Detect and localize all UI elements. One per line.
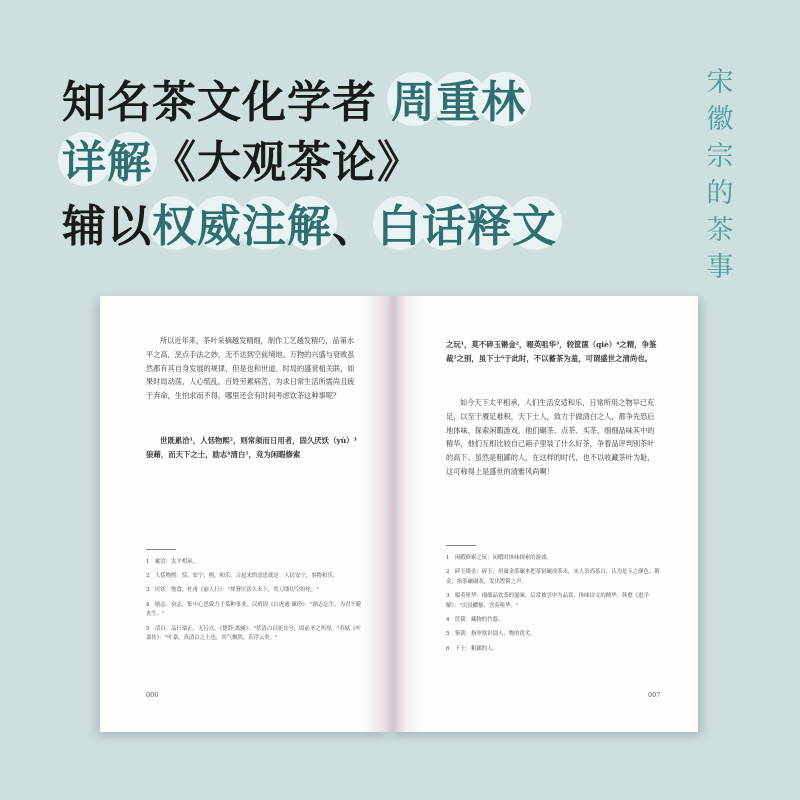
- footnote-rule: [446, 545, 476, 546]
- open-book: [100, 296, 698, 732]
- left-footnotes: [146, 558, 364, 649]
- headline-line-1: [62, 66, 526, 130]
- footnote: 2 碎玉锵金：碎玉，用寓金茶碾来把茶饼碾成茶末，宋人崇尚茶白，认为是玉之颜色；锵金，指茶碾碾茶，发出铿锵之声。: [446, 569, 660, 585]
- right-paragraph-1-classical: 之玩¹，莫不碎玉锵金²，啜英咀华³，较筐箧（qiè）⁴之精，争鉴裁⁵之别，虽下士⁶于此时，不以蓄茶为羞，可谓盛世之清尚也。: [446, 340, 657, 363]
- footnote: 1 闲暇修索之玩：闲暇时体味探索的游戏。: [446, 555, 552, 561]
- footnote: 4 筐箧：藏物的竹器。: [446, 617, 504, 624]
- book-spine-shadow: [362, 296, 424, 732]
- author-name: 周重林: [391, 66, 526, 130]
- highlight-vernacular: 白话释文: [377, 190, 557, 254]
- page-number-left: 006: [146, 691, 159, 699]
- right-footnotes: [446, 554, 660, 659]
- separator: 、: [332, 201, 377, 252]
- vertical-series-title: 宋 徽 宗 的 茶 事: [706, 67, 734, 283]
- footnote: 6 下士：粗鄙的人。: [446, 645, 498, 652]
- left-paragraph-1: 所以近年来，茶叶采摘越发精细，制作工艺越发精巧，品第水平之高，烹点手法之妙，无不达到空前境地。万物的兴盛与衰败虽然都有其自身发展的规律，但是也和世道、时局的盛衰相关联，如果时局动荡，人心慌乱，百姓劳累病苦，为求日常生活所需尚且疲于奔命，生怕求而不得，哪里还会有时间考虑饮茶这种事呢？: [146, 336, 355, 401]
- headline-line-3: [62, 190, 557, 254]
- footnote: 4 励志：奋志，集中心思致力于某种事业。汉班固《白虎通·谏诤》："励志忘生，为君不避丧生。": [146, 601, 362, 618]
- footnote: 3 厌饫：饱食。杜甫《丽人行》："犀箸厌饫久未下，鸾刀缕切空纷纶。": [146, 587, 319, 594]
- headline-prefix: 辅以: [62, 201, 152, 252]
- highlight-annotation: 权威注解: [152, 190, 332, 254]
- footnote: 3 啜英咀华：细细品饮茶的滋味，后常被引申为品赏、体味诗文的精华。韩愈《进学解》："沉浸醲郁，含英咀华。": [446, 593, 649, 609]
- footnote: 5 清白：品行端正，无污点。《楚辞·离骚》："伏清白以死直兮，固前圣之所厚。"苏轼《叶嘉传》："叶嘉，真清白之士也，其气飘然，若浮云矣。": [146, 625, 361, 642]
- footnote-rule: [146, 549, 176, 550]
- right-page: [390, 296, 698, 732]
- footnote: 2 人恬物熙：恬，安宁；熙，和乐。合起来的意思就是：人民安宁，事物和乐。: [146, 573, 339, 580]
- right-paragraph-2: 如今天下太平相承，人们生活安适和乐，日常所用之物早已充足，以至于餍足难积，天下士人，致力于做清白之人，都争先恐后地体味、探索闲暇游戏，他们碾茶、点茶、买茶，细细品味其中的精华，他们互相比较自己箱子里装了什么好茶，争着品评判别茶叶的高下。虽然是粗鄙的人，在这样的时代，也不以收藏茶叶为耻，这可称得上是盛世的清雅风尚啊！: [446, 398, 655, 476]
- book-title: 《大观茶论》: [152, 137, 422, 188]
- footnote: 1 累洽：太平相承。: [146, 559, 198, 565]
- left-paragraph-2-classical: 世既累洽¹，人恬物熙²，则常须而日用者，固久厌饫（yù）³狼藉，而天下之士，励志⁴清白⁵，竞为闲暇修索: [146, 436, 357, 459]
- page-number-right: 007: [648, 691, 661, 699]
- headline-line-2: [62, 126, 422, 190]
- footnote: 5 鉴裁：指审察识别人、物的优劣。: [446, 631, 536, 638]
- left-page: [100, 296, 390, 732]
- headline-text: 知名茶文化学者: [62, 77, 377, 128]
- highlight-detailed: 详解: [62, 126, 152, 190]
